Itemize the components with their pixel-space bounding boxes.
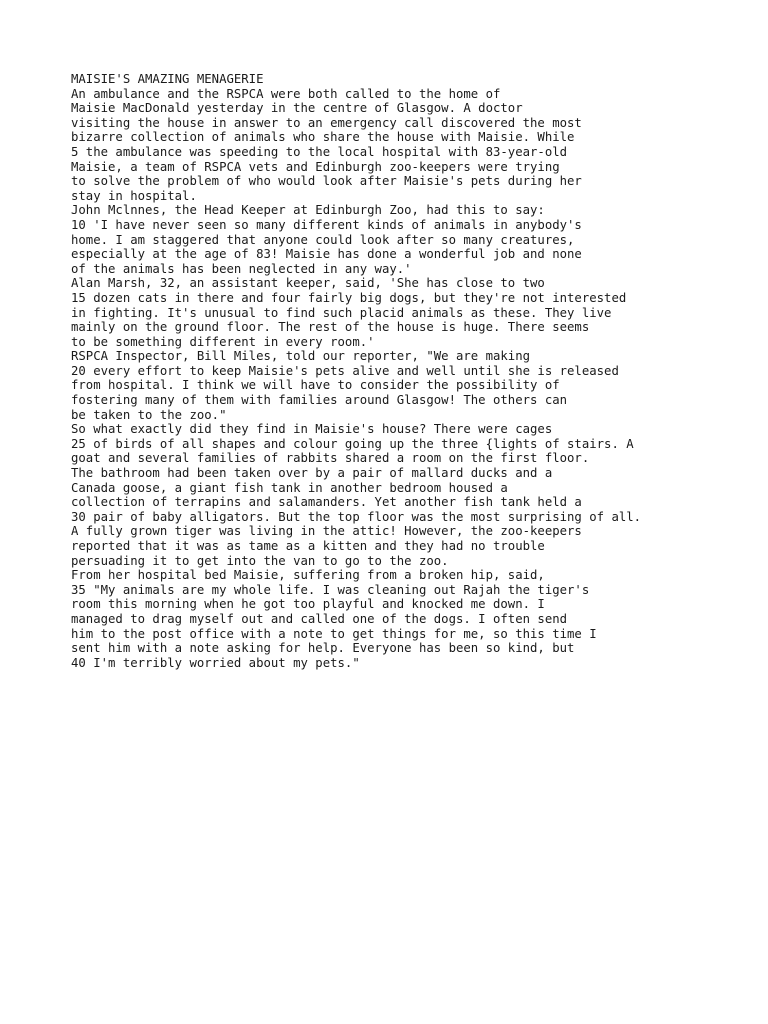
text-line: stay in hospital.	[71, 188, 197, 203]
text-line: goat and several families of rabbits shared a room on the first floor.	[71, 451, 590, 466]
text-line: be taken to the zoo."	[71, 407, 227, 422]
text-line: A fully grown tiger was living in the attic! However, the zoo-keepers	[71, 524, 582, 539]
text-line: fostering many of them with families around Glasgow! The others can	[71, 393, 568, 408]
text-line: 10 'I have never seen so many different kinds of animals in anybody's	[71, 217, 582, 232]
text-line: An ambulance and the RSPCA were both called to the home of	[71, 86, 501, 101]
text-line: The bathroom had been taken over by a pair of mallard ducks and a	[71, 466, 553, 481]
text-line: reported that it was as tame as a kitten and they had no trouble	[71, 539, 545, 553]
text-line: 20 every effort to keep Maisie's pets alive and well until she is released	[71, 363, 619, 378]
text-line: bizarre collection of animals who share the house with Maisie. While	[71, 130, 575, 145]
text-line: collection of terrapins and salamanders. Yet another fish tank held a	[71, 495, 582, 510]
text-line: in fighting. It's unusual to find such placid animals as these. They live	[71, 305, 612, 320]
text-line: 5 the ambulance was speeding to the local hospital with 83-year-old	[71, 144, 568, 159]
text-line: mainly on the ground floor. The rest of the house is huge. There seems	[71, 320, 590, 335]
text-line: of the animals has been neglected in any way.'	[71, 261, 412, 276]
text-line: managed to drag myself out and called one of the dogs. I often send	[71, 611, 568, 626]
text-line: RSPCA Inspector, Bill Miles, told our reporter, "We are making	[71, 349, 531, 364]
document-title: MAISIE'S AMAZING MENAGERIE	[71, 72, 264, 86]
text-line: persuading it to get into the van to go to the zoo.	[71, 553, 449, 568]
text-line: to solve the problem of who would look after Maisie's pets during her	[71, 174, 582, 189]
text-line: So what exactly did they find in Maisie's house? There were cages	[71, 422, 553, 437]
text-line: room this morning when he got too playful and knocked me down. I	[71, 597, 545, 612]
text-line: him to the post office with a note to get things for me, so this time I	[71, 626, 597, 641]
text-line: 15 dozen cats in there and four fairly big dogs, but they're not interested	[71, 290, 627, 305]
text-line: visiting the house in answer to an emergency call discovered the most	[71, 115, 582, 130]
text-line: from hospital. I think we will have to consider the possibility of	[71, 378, 560, 393]
text-line: Maisie MacDonald yesterday in the centre of Glasgow. A doctor	[71, 101, 523, 116]
document-page	[71, 72, 748, 670]
text-line: 35 "My animals are my whole life. I was cleaning out Rajah the tiger's	[71, 582, 590, 597]
text-line: John Mclnnes, the Head Keeper at Edinburgh Zoo, had this to say:	[71, 203, 545, 218]
text-line: sent him with a note asking for help. Everyone has been so kind, but	[71, 641, 575, 656]
text-line: 30 pair of baby alligators. But the top floor was the most surprising of all.	[71, 509, 642, 524]
text-line: From her hospital bed Maisie, suffering from a broken hip, said,	[71, 568, 545, 583]
text-line: Maisie, a team of RSPCA vets and Edinburgh zoo-keepers were trying	[71, 159, 560, 174]
document-text	[71, 72, 748, 670]
text-line: 40 I'm terribly worried about my pets."	[71, 655, 360, 670]
text-line: to be something different in every room.'	[71, 334, 375, 349]
text-line: Canada goose, a giant fish tank in another bedroom housed a	[71, 480, 508, 495]
text-line: home. I am staggered that anyone could look after so many creatures,	[71, 232, 575, 247]
text-line: especially at the age of 83! Maisie has done a wonderful job and none	[71, 247, 582, 262]
text-line: Alan Marsh, 32, an assistant keeper, said, 'She has close to two	[71, 276, 545, 291]
text-line: 25 of birds of all shapes and colour going up the three {lights of stairs. A	[71, 436, 634, 451]
